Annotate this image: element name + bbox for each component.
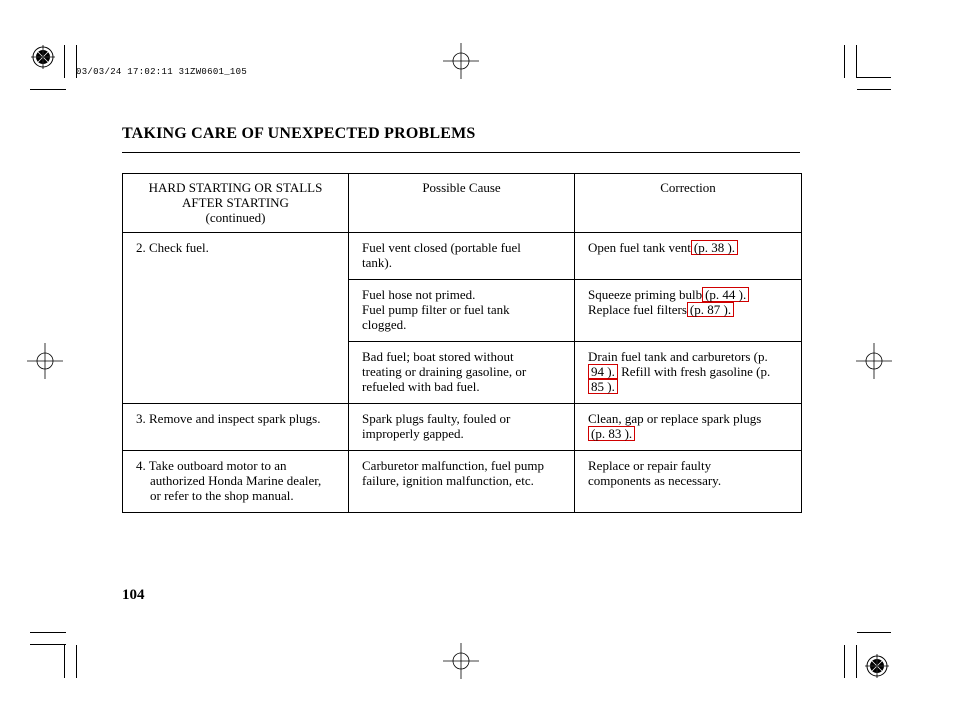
correction-text: Replace fuel filters <box>588 302 687 317</box>
page-reference-link[interactable]: (p. 83 ). <box>588 426 635 441</box>
crop-mark-br-v <box>844 645 845 678</box>
crosshair-mark-left <box>27 343 63 379</box>
crosshair-mark-bottom <box>443 643 479 679</box>
page-reference-link[interactable]: 85 ). <box>588 379 618 394</box>
correction-cell <box>575 342 801 403</box>
crop-mark-tr-v <box>844 45 845 78</box>
crop-mark-br-h <box>857 632 891 633</box>
page-reference-link[interactable]: (p. 87 ). <box>687 302 734 317</box>
section-title: TAKING CARE OF UNEXPECTED PROBLEMS <box>122 125 476 142</box>
cause-cell: Bad fuel; boat stored without treating or draining gasoline, or refueled with bad fuel. <box>362 349 527 394</box>
cause-cell: Spark plugs faulty, fouled or improperly gapped. <box>362 411 511 441</box>
correction-text: Open fuel tank vent <box>588 240 691 255</box>
correction-cell <box>575 233 801 264</box>
table-row <box>123 451 802 513</box>
crop-mark-tl-v <box>64 45 65 78</box>
title-rule <box>122 152 800 153</box>
page-reference-link[interactable]: (p. 38 ). <box>691 240 738 255</box>
cause-cell: Carburetor malfunction, fuel pump failure, ignition malfunction, etc. <box>362 458 544 488</box>
cause-cell: Fuel hose not primed. Fuel pump filter or fuel tank clogged. <box>362 287 510 332</box>
correction-cell <box>575 404 801 450</box>
table-row <box>123 233 802 280</box>
symptom-header: HARD STARTING OR STALLS AFTER STARTING (continued) <box>148 180 323 225</box>
correction-text: Clean, gap or replace spark plugs <box>588 411 762 426</box>
crop-mark-bl-v <box>64 645 65 678</box>
crosshair-mark-right <box>856 343 892 379</box>
crop-mark-br-v2 <box>856 645 857 678</box>
page-reference-link[interactable]: (p. 44 ). <box>702 287 749 302</box>
starburst-mark-top-left <box>31 45 55 69</box>
cause-cell: Fuel vent closed (portable fuel tank). <box>362 240 521 270</box>
troubleshooting-table <box>122 173 802 513</box>
correction-text: Squeeze priming bulb <box>588 287 703 302</box>
print-timestamp: 03/03/24 17:02:11 31ZW0601_105 <box>76 67 248 77</box>
correction-text: Drain fuel tank and carburetors (p. <box>588 349 768 364</box>
cause-header: Possible Cause <box>422 180 501 195</box>
table-row <box>123 404 802 451</box>
crop-mark-bl-h <box>30 632 66 633</box>
check-step-fuel: 2. Check fuel. <box>136 240 209 255</box>
table-header-row <box>123 174 802 233</box>
correction-cell: Replace or repair faulty components as necessary. <box>588 458 722 488</box>
check-step-spark-plugs: 3. Remove and inspect spark plugs. <box>136 411 321 426</box>
correction-text: Refill with fresh gasoline (p. <box>621 364 771 379</box>
check-step-dealer: 4. Take outboard motor to an authorized Honda Marine dealer, or refer to the shop manual. <box>136 458 322 503</box>
crop-mark-tl-h <box>30 89 66 90</box>
crop-mark-tr-h2 <box>857 89 891 90</box>
correction-header: Correction <box>660 180 716 195</box>
page-reference-link[interactable]: 94 ). <box>588 364 618 379</box>
correction-cell <box>575 280 801 326</box>
page-number: 104 <box>122 587 145 603</box>
starburst-mark-bottom-right <box>865 654 889 678</box>
crop-mark-bl-h2 <box>30 644 66 645</box>
crop-mark-tr-h <box>857 77 891 78</box>
crosshair-mark-top <box>443 43 479 79</box>
crop-mark-bl-v2 <box>76 645 77 678</box>
crop-mark-tr-v2 <box>856 45 857 78</box>
